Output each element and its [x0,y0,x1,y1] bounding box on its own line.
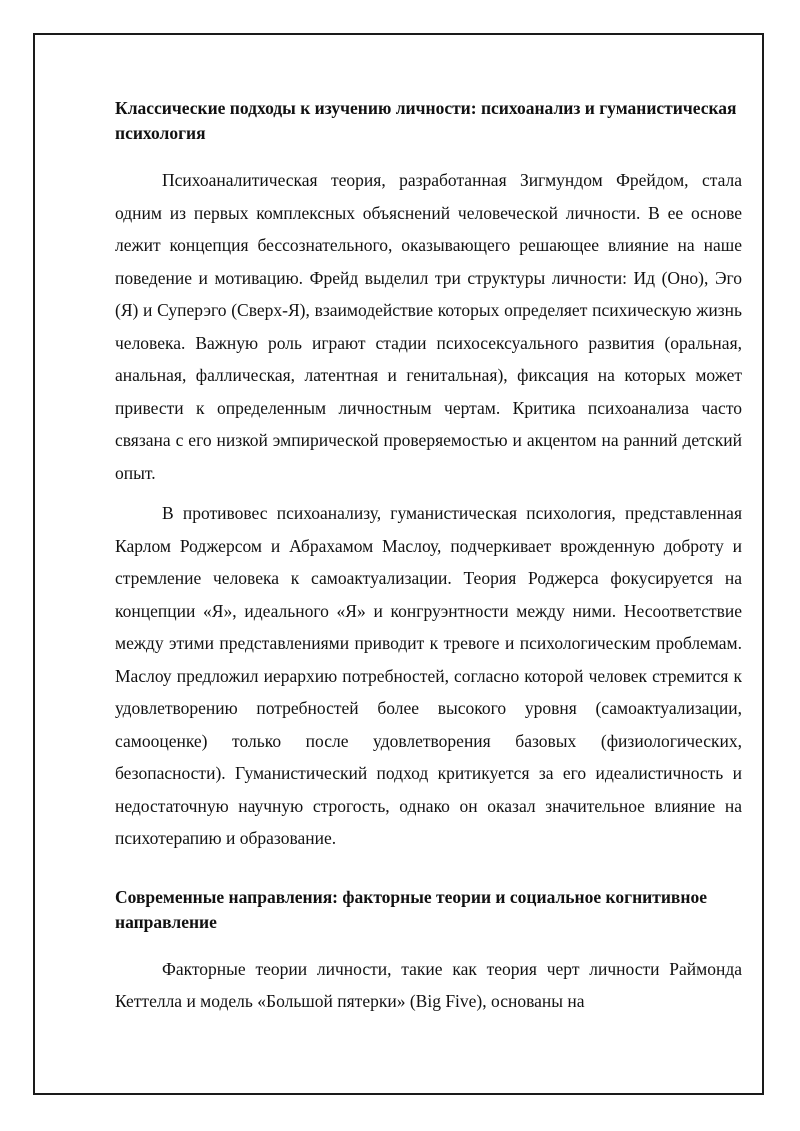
section-heading-classical: Классические подходы к изучению личности: психоанализ и гуманистическая психология [115,98,737,143]
document-body [115,96,742,1018]
paragraph-factor-theories: Факторные теории личности, такие как теория черт личности Раймонда Кеттелла и модель «Большой пятерки» (Big Five), основаны на [115,958,742,1011]
paragraph-humanistic: В противовес психоанализу, гуманистическая психология, представленная Карлом Роджерсом и Абрахамом Маслоу, подчеркивает врожденную доброту и стремление человека к самоактуализации. Теория Роджерса фокусируется на концепции «Я», идеального «Я» и конгруэнтности между ними. Несоответствие между этими представлениями приводит к тревоге и психологическим проблемам. Маслоу предложил иерархию потребностей, согласно которой человек стремится к удовлетворению потребностей более высокого уровня (самоактуализации, самооценке) только после удовлетворения базовых (физиологических, безопасности). Гуманистический подход критикуется за его идеалистичность и недостаточную научную строгость, однако он оказал значительное влияние на психотерапию и образование. [115,503,742,848]
section-heading-modern: Современные направления: факторные теории и социальное когнитивное направление [115,886,707,932]
paragraph-psychoanalysis: Психоаналитическая теория, разработанная Зигмундом Фрейдом, стала одним из первых комплексных объяснений человеческой личности. В ее основе лежит концепция бессознательного, оказывающего решающее влияние на наше поведение и мотивацию. Фрейд выделил три структуры личности: Ид (Оно), Эго (Я) и Суперэго (Сверх-Я), взаимодействие которых определяет психическую жизнь человека. Важную роль играют стадии психосексуального развития (оральная, анальная, фаллическая, латентная и генитальная), фиксация на которых может привести к определенным личностным чертам. Критика психоанализа часто связана с его низкой эмпирической проверяемостью и акцентом на ранний детский опыт. [115,170,742,483]
